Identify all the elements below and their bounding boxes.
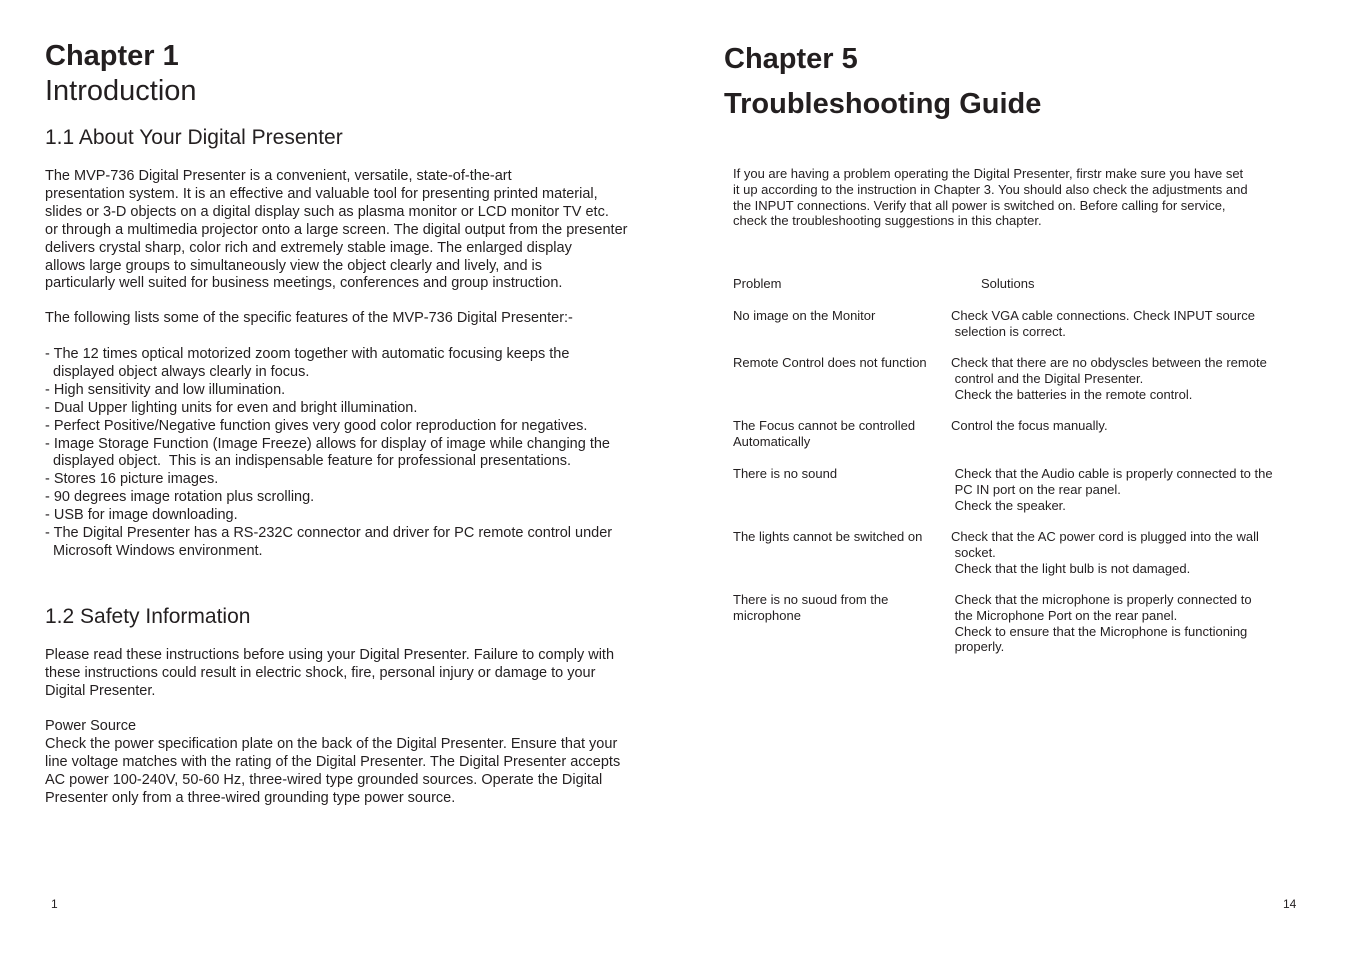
table-cell-solution: Check that the microphone is properly connected to the Microphone Port on the rear panel. Check to ensure that the Microphone is functioning properly. (954, 592, 1252, 655)
chapter-subtitle-right: Troubleshooting Guide (724, 88, 1042, 120)
troubleshooting-intro: If you are having a problem operating the Digital Presenter, firstr make sure you have set it up according to the instruction in Chapter 3. You should also check the adjustments and the INPUT connections. Verify that all power is switched on. Before calling for service, check the troubleshooting suggestions in this chapter. (733, 166, 1248, 229)
section-heading-about: 1.1 About Your Digital Presenter (45, 126, 343, 149)
table-cell-solution: Check VGA cable connections. Check INPUT source selection is correct. (951, 308, 1255, 339)
safety-paragraph: Please read these instructions before using your Digital Presenter. Failure to comply with these instructions could result in electric shock, fire, personal injury or damage to your Digital Presenter. (45, 647, 615, 699)
table-header-solutions: Solutions (981, 276, 1035, 291)
chapter-title-right: Chapter 5 (724, 43, 858, 75)
table-cell-problem: There is no suoud from the microphone (733, 592, 889, 623)
power-source-paragraph: Check the power specification plate on the back of the Digital Presenter. Ensure that your line voltage matches with the rating of the Digital Presenter. The Digital Presenter accepts AC power 100-240V, 50-60 Hz, three-wired type grounded sources. Operate the Digital Presenter only from a three-wired grounding type power source. (45, 736, 621, 806)
table-cell-solution: Check that the Audio cable is properly connected to the PC IN port on the rear panel. Check the speaker. (954, 466, 1273, 513)
features-list: - The 12 times optical motorized zoom together with automatic focusing keeps the displayed object always clearly in focus. - High sensitivity and low illumination. - Dual Upper lighting units for even and bright illumination. - Perfect Positive/Negative function gives very good color reproduction for negatives. - Image Storage Function (Image Freeze) allows for display of image while changing the displayed object. This is an indispensable feature for professional presentations. - Stores 16 picture images. - 90 degrees image rotation plus scrolling. - USB for image downloading. - The Digital Presenter has a RS-232C connector and driver for PC remote control under Microsoft Windows environment. (45, 346, 613, 559)
table-cell-solution: Check that there are no obdyscles between the remote control and the Digital Presenter. Check the batteries in the remote control. (951, 355, 1267, 402)
page-number-left: 1 (51, 897, 58, 911)
table-cell-problem: The lights cannot be switched on (733, 529, 923, 544)
intro-paragraph: The MVP-736 Digital Presenter is a convenient, versatile, state-of-the-art presentation system. It is an effective and valuable tool for presenting printed material, slides or 3-D objects on a digital display such as plasma monitor or LCD monitor TV etc. or through a multimedia projector onto a large screen. The digital output from the presenter delivers crystal sharp, color rich and extremely stable image. The enlarged display allows large groups to simultaneously view the object clearly and lively, and is particularly well suited for business meetings, conferences and group instruction. (45, 168, 628, 292)
table-cell-solution: Check that the AC power cord is plugged into the wall socket. Check that the light bulb is not damaged. (951, 529, 1259, 576)
power-source-label: Power Source (45, 718, 137, 734)
table-cell-solution: Control the focus manually. (951, 418, 1108, 433)
table-header-problem: Problem (733, 276, 782, 291)
features-intro: The following lists some of the specific features of the MVP-736 Digital Presenter:- (45, 310, 573, 326)
table-cell-problem: The Focus cannot be controlled Automatically (733, 418, 916, 449)
table-cell-problem: No image on the Monitor (733, 308, 876, 323)
chapter-title: Chapter 1 (45, 40, 179, 72)
table-cell-problem: There is no sound (733, 466, 838, 481)
table-cell-problem: Remote Control does not function (733, 355, 927, 370)
chapter-subtitle: Introduction (45, 75, 197, 107)
page-number-right: 14 (1283, 897, 1297, 911)
section-heading-safety: 1.2 Safety Information (45, 605, 251, 628)
